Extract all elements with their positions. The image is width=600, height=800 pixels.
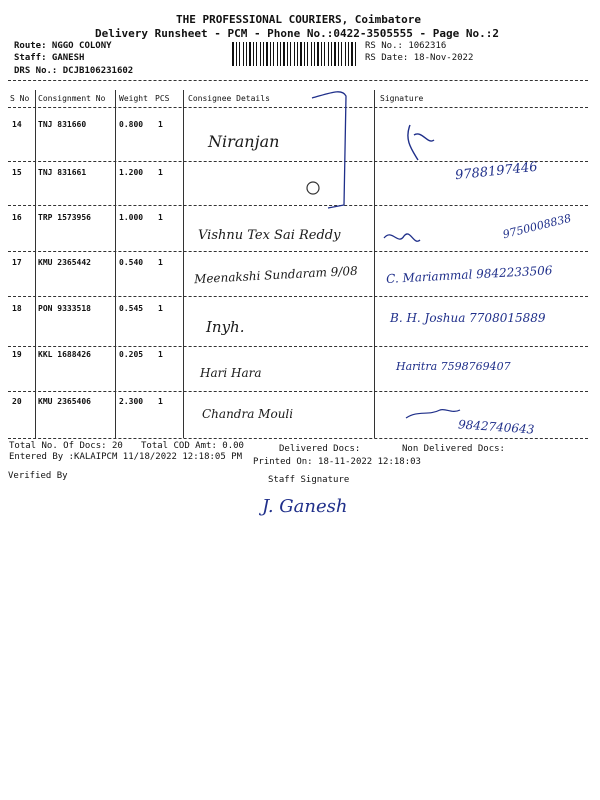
verified-by-label: Verified By (8, 471, 68, 481)
signature-stroke (384, 234, 420, 241)
row-sno: 19 (12, 350, 22, 359)
row-sno: 18 (12, 304, 22, 313)
non-delivered-docs: Non Delivered Docs: (402, 444, 505, 454)
row-pcs: 1 (158, 258, 163, 267)
rs-number: RS No.: 1062316 (365, 41, 447, 51)
row-weight: 0.800 (119, 120, 144, 129)
consignee-handwriting: Chandra Mouli (202, 407, 294, 421)
row-sno: 16 (12, 213, 22, 222)
col-header-consignment: Consignment No (38, 94, 106, 103)
consignee-handwriting: Niranjan (208, 132, 280, 151)
row-consignment: KMU 2365442 (38, 258, 91, 267)
route-label: Route: NGGO COLONY (14, 41, 112, 51)
row-sno: 14 (12, 120, 22, 129)
drs-number: DRS No.: DCJB106231602 (14, 66, 134, 76)
bracket-stroke (312, 92, 346, 208)
printed-on: Printed On: 18-11-2022 12:18:03 (253, 457, 421, 467)
row-consignment: TNJ 831660 (38, 120, 87, 129)
col-header-consignee: Consignee Details (188, 94, 270, 103)
total-docs: Total No. Of Docs: 20 (9, 441, 123, 451)
staff-signature-label: Staff Signature (268, 475, 350, 485)
consignee-handwriting: Inyh. (206, 318, 245, 336)
entered-by: Entered By :KALAIPCM 11/18/2022 12:18:05 PM (9, 452, 242, 462)
signature-note: Haritra 7598769407 (396, 360, 511, 373)
row-weight: 1.000 (119, 213, 144, 222)
signature-note: C. Mariammal 9842233506 (385, 263, 553, 286)
row-pcs: 1 (158, 397, 163, 406)
rs-date: RS Date: 18-Nov-2022 (365, 53, 474, 63)
row-consignment: PON 9333518 (38, 304, 91, 313)
row-sno: 17 (12, 258, 22, 267)
row-weight: 2.300 (119, 397, 144, 406)
total-cod: Total COD Amt: 0.00 (141, 441, 244, 451)
row-pcs: 1 (158, 350, 163, 359)
consignee-handwriting: Hari Hara (200, 366, 262, 380)
signature-note: 9750008838 (501, 211, 573, 242)
circle-mark (307, 182, 319, 194)
row-pcs: 1 (158, 213, 163, 222)
row-consignment: KKL 1688426 (38, 350, 91, 359)
row-pcs: 1 (158, 120, 163, 129)
row-consignment: KMU 2365406 (38, 397, 91, 406)
company-title: THE PROFESSIONAL COURIERS, Coimbatore (176, 13, 422, 26)
row-sno: 20 (12, 397, 22, 406)
signature-note: B. H. Joshua 7708015889 (390, 311, 546, 325)
staff-label: Staff: GANESH (14, 53, 85, 63)
signature-note: 9788197446 (454, 159, 539, 184)
row-weight: 0.540 (119, 258, 144, 267)
col-header-signature: Signature (380, 94, 424, 103)
col-header-pcs: PCS (155, 94, 170, 103)
col-header-weight: Weight (119, 94, 148, 103)
signature-stroke (406, 410, 460, 418)
row-pcs: 1 (158, 304, 163, 313)
row-consignment: TNJ 831661 (38, 168, 87, 177)
runsheet-subtitle: Delivery Runsheet - PCM - Phone No.:0422-3505555 - Page No.:2 (95, 27, 499, 40)
row-weight: 1.200 (119, 168, 144, 177)
signature-stroke (408, 125, 434, 160)
consignee-handwriting: Vishnu Tex Sai Reddy (198, 228, 341, 243)
row-weight: 0.545 (119, 304, 144, 313)
row-weight: 0.205 (119, 350, 144, 359)
signature-note: 9842740643 (457, 417, 535, 437)
col-header-sno: S No (10, 94, 30, 103)
delivered-docs: Delivered Docs: (279, 444, 361, 454)
row-sno: 15 (12, 168, 22, 177)
row-consignment: TRP 1573956 (38, 213, 91, 222)
consignee-handwriting: Meenakshi Sundaram 9/08 (193, 263, 358, 287)
staff-signature: J. Ganesh (262, 496, 348, 517)
row-pcs: 1 (158, 168, 163, 177)
